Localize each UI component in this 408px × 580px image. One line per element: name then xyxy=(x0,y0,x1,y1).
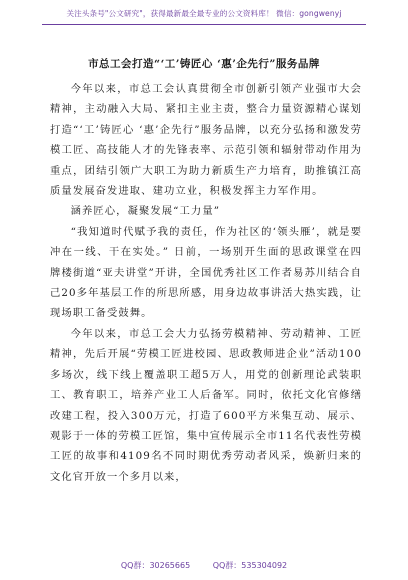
footer-qq-group-1: QQ群：30265665 xyxy=(120,561,191,570)
header-divider xyxy=(42,24,366,25)
footer-qq-group-2: QQ群：535304092 xyxy=(212,561,288,570)
footer xyxy=(0,560,408,571)
header-banner: 关注头条号"公文研究"，获得最新最全最专业的公文资料库！ 微信：gongwenyj xyxy=(66,9,342,18)
paragraph-quote: “我知道时代赋予我的责任，作为社区的‘领头雁’，就是要冲在一线、干在实处。” 日前，一场别开生面的思政课堂在四牌楼街道“亚夫讲堂”开讲，全国优秀社区工作者易苏川结合自己20多年基层工作的所思所感，用身边故事讲活大热实践，让现场职工备受鼓舞。 xyxy=(50,225,362,320)
paragraph-intro: 今年以来，市总工会认真贯彻全市创新引领产业强市大会精神，主动融入大局、紧扣主业主责，整合力量资源精心谋划打造“‘工’铸匠心 ‘惠’企先行”服务品牌，以充分弘扬和激发劳模工匠、高技能人才的先锋表率、示范引领和辐射带动作用为重点，团结引领广大职工为助力新质生产力培育，助推镇江高质量发展奋发进取、建功立业，积极发挥主力军作用。 xyxy=(50,83,362,198)
paragraph-activities: 今年以来，市总工会大力弘扬劳模精神、劳动精神、工匠精神，先后开展“劳模工匠进校园、思政教师进企业”活动100多场次，线下线上覆盖职工超5万人，用党的创新理论武装职工、教育职工，培养产业工人后备军。同时，依托文化官修缮改建工程，投入300万元，打造了600平方米集互动、展示、观影于一体的劳模工匠馆，集中宣传展示全市11名代表性劳模工匠的故事和4109名不同时期优秀劳动者风采，焕新归来的文化官开放一个多月以来， xyxy=(50,327,362,483)
document-body xyxy=(50,79,362,487)
page-title: 市总工会打造“‘工’铸匠心 ‘惠’企先行”服务品牌 xyxy=(88,58,320,70)
section-heading: 涵养匠心，凝聚发展“工力量” xyxy=(70,205,221,218)
